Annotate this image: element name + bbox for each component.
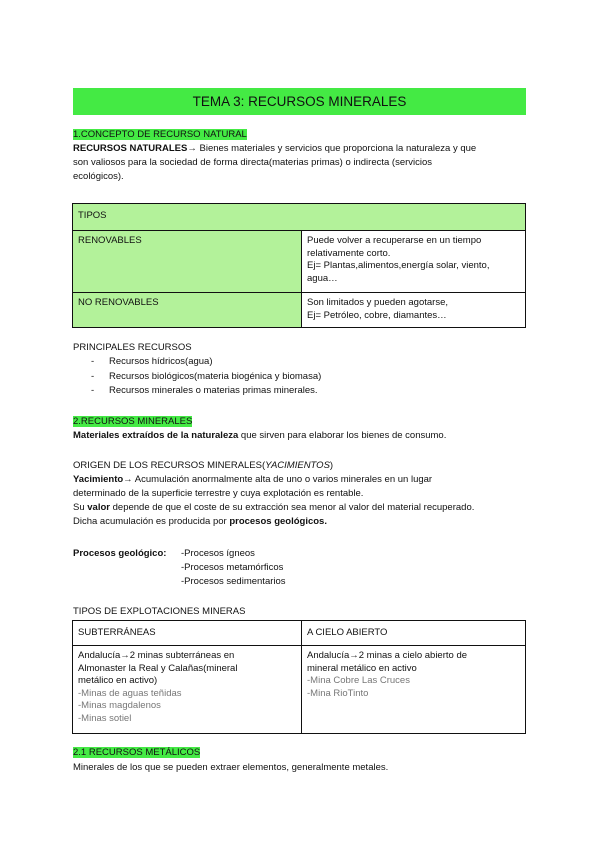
list-item: -Procesos metamórficos: [181, 562, 284, 573]
renovables-label: RENOVABLES: [73, 231, 302, 293]
origen-heading: [73, 459, 333, 473]
types-table-header: TIPOS: [73, 204, 526, 231]
cielo-line-1: Andalucía→2 minas a cielo abierto de: [307, 650, 468, 661]
subterraneas-line-1: Andalucía→2 minas subterráneas en: [78, 650, 235, 661]
origen-text: [73, 473, 543, 529]
list-item: - Recursos minerales o materias primas minerales.: [73, 384, 321, 399]
cielo-line-2: mineral metálico en activo: [307, 662, 417, 674]
section-2-1-heading-text: 2.1 RECURSOS METÁLICOS: [73, 747, 201, 758]
renovables-example-line-2: agua…: [307, 272, 338, 284]
origen-line-4: [73, 515, 543, 529]
principales-list: [73, 355, 321, 399]
procesos-list: [181, 547, 286, 589]
list-item: -Procesos sedimentarios: [181, 576, 286, 587]
section-2-heading: [73, 415, 192, 429]
origen-heading-italic: YACIMIENTOS: [265, 460, 330, 471]
origen-line-2: determinado de la superficie terrestre y cuya explotación es rentable.: [73, 488, 364, 499]
explotaciones-table: [72, 620, 526, 734]
page-title: TEMA 3: RECURSOS MINERALES: [73, 88, 526, 115]
definition-bold: Materiales extraídos de la naturaleza: [73, 430, 239, 441]
list-item: -Minas magdalenos: [78, 700, 161, 711]
section-1-heading-text: 1.CONCEPTO DE RECURSO NATURAL: [73, 129, 247, 140]
term-recursos-naturales: RECURSOS NATURALES: [73, 143, 188, 154]
origen-heading-end: ): [329, 460, 334, 471]
cielo-abierto-header: A CIELO ABIERTO: [302, 621, 526, 646]
origen-line-3a: Su: [73, 502, 88, 513]
list-item: -Mina RioTinto: [307, 687, 369, 699]
term-yacimiento: Yacimiento: [73, 474, 124, 485]
renovables-desc-line-2: relativamente corto.: [307, 247, 391, 259]
list-item: -Procesos ígneos: [181, 548, 255, 559]
subterraneas-line-3: metálico en activo): [78, 675, 158, 686]
subterraneas-header: SUBTERRÁNEAS: [73, 621, 302, 646]
list-item: -Mina Cobre Las Cruces: [307, 675, 410, 686]
list-item: -Minas sotiel: [78, 712, 132, 724]
no-renovables-example: Ej= Petróleo, cobre, diamantes…: [307, 309, 447, 321]
section-2-definition: [73, 429, 446, 443]
arrow: →: [187, 143, 197, 154]
origen-line-3c: depende de que el coste de su extracción sea menor al valor del material recuperado.: [109, 502, 475, 513]
principales-heading: PRINCIPALES RECURSOS: [73, 342, 192, 353]
origen-heading-text: ORIGEN DE LOS RECURSOS MINERALES(: [73, 460, 266, 471]
section-2-heading-text: 2.RECURSOS MINERALES: [73, 416, 193, 427]
procesos-label: [73, 547, 166, 561]
explotaciones-heading: TIPOS DE EXPLOTACIONES MINERAS: [73, 606, 246, 617]
definition-line-2: son valiosos para la sociedad de forma directa(materias primas) o indirecta (servicios: [73, 157, 433, 168]
cielo-abierto-cell: [302, 646, 526, 734]
subterraneas-cell: [73, 646, 302, 734]
list-item: - Recursos hídricos(agua): [73, 355, 321, 370]
section-1-definition: [73, 142, 533, 184]
origen-line-4b: procesos geológicos.: [229, 516, 327, 527]
list-item: - Recursos biológicos(materia biogénica y biomasa): [73, 370, 321, 385]
no-renovables-label: NO RENOVABLES: [73, 293, 302, 328]
no-renovables-desc: Son limitados y pueden agotarse,: [307, 297, 449, 308]
origen-line-3: [73, 501, 543, 515]
types-table: [72, 203, 526, 328]
definition-line-1: Bienes materiales y servicios que proporciona la naturaleza y que: [196, 143, 477, 154]
origen-line-1: Acumulación anormalmente alta de uno o varios minerales en un lugar: [132, 474, 433, 485]
subterraneas-line-2: Almonaster la Real y Calañas(mineral: [78, 662, 238, 674]
renovables-example-line-1: Ej= Plantas,alimentos,energía solar, viento,: [307, 260, 490, 271]
section-1-heading: [73, 128, 247, 142]
origen-line-3b: valor: [87, 502, 110, 513]
section-2-1-text: Minerales de los que se pueden extraer elementos, generalmente metales.: [73, 762, 389, 773]
no-renovables-description: [302, 293, 526, 328]
definition-line-3: ecológicos).: [73, 171, 124, 182]
renovables-desc-line-1: Puede volver a recuperarse en un tiempo: [307, 235, 482, 246]
origen-line-4a: Dicha acumulación es producida por: [73, 516, 230, 527]
list-item: -Minas de aguas teñidas: [78, 687, 182, 699]
arrow: →: [123, 474, 133, 485]
section-2-1-heading: [73, 746, 200, 760]
procesos-label-text: Procesos geológico:: [73, 548, 167, 559]
renovables-description: [302, 231, 526, 293]
definition-rest: que sirven para elaborar los bienes de consumo.: [238, 430, 447, 441]
